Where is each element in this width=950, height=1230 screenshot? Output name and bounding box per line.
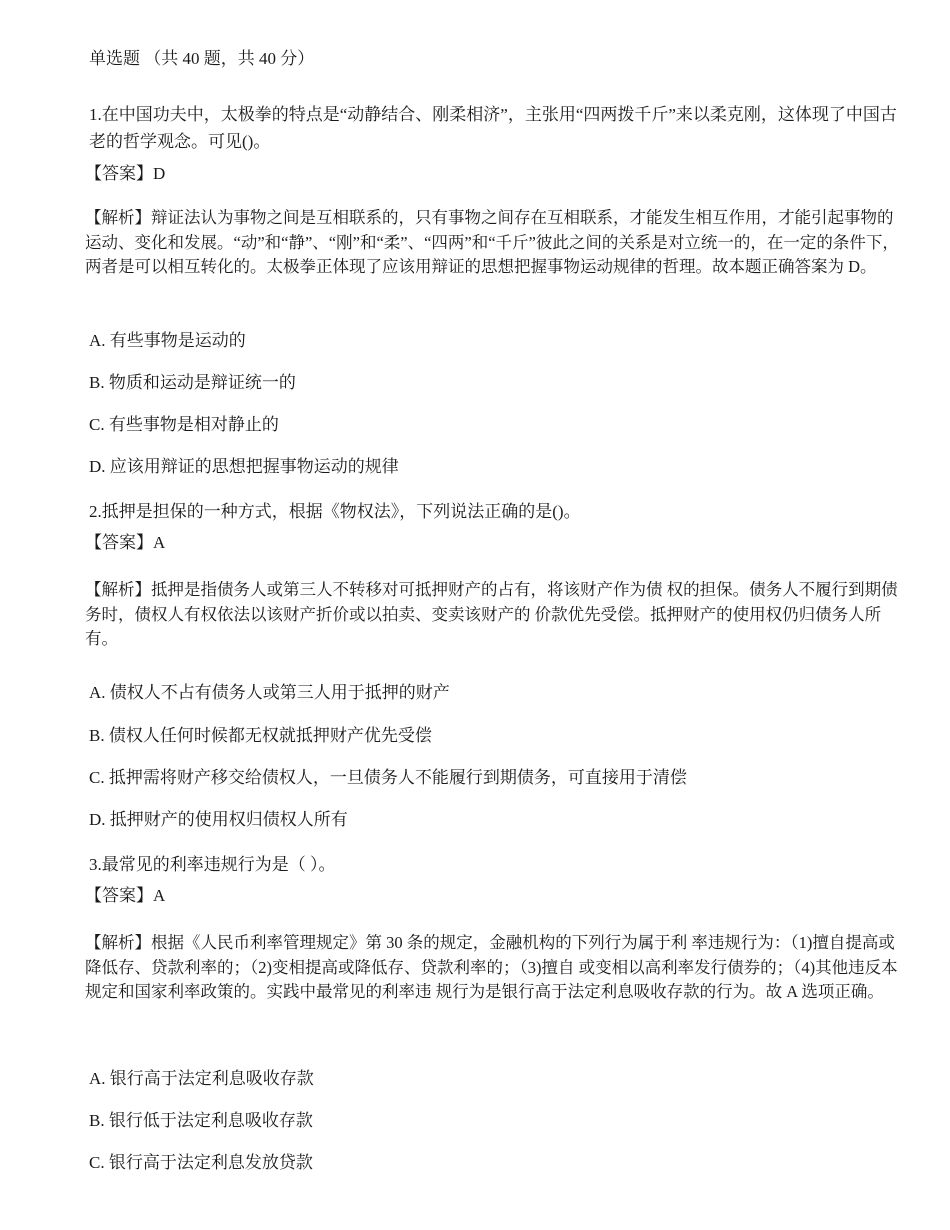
question-3-answer: 【答案】A xyxy=(85,886,166,905)
question-1-option-c: C. 有些事物是相对静止的 xyxy=(89,415,279,434)
question-2-analysis: 【解析】抵押是指债务人或第三人不转移对可抵押财产的占有，将该财产作为债 权的担保。债务人不履行到期债务时，债权人有权依法以该财产折价或以拍卖、变卖该财产的 价款优先受偿。抵押财产的使用权仍归债务人所有。 xyxy=(85,580,898,648)
question-1-option-b: B. 物质和运动是辩证统一的 xyxy=(89,373,296,392)
question-1-analysis: 【解析】辩证法认为事物之间是互相联系的，只有事物之间存在互相联系，才能发生相互作用，才能引起事物的运动、变化和发展。“动”和“静”、“刚”和“柔”、“四两”和“千斤”彼此之间的关系是对立统一的，在一定的条件下，两者是可以相互转化的。太极拳正体现了应该用辩证的思想把握事物运动规律的哲理。故本题正确答案为 D。 xyxy=(85,208,899,276)
question-3-option-a: A. 银行高于法定利息吸收存款 xyxy=(89,1069,314,1088)
question-2-option-a: A. 债权人不占有债务人或第三人用于抵押的财产 xyxy=(89,683,450,702)
question-1-stem: 1.在中国功夫中，太极拳的特点是“动静结合、刚柔相济”，主张用“四两拨千斤”来以柔克刚，这体现了中国古老的哲学观念。可见()。 xyxy=(89,105,897,151)
question-2-option-d: D. 抵押财产的使用权归债权人所有 xyxy=(89,810,348,829)
question-2-option-b: B. 债权人任何时候都无权就抵押财产优先受偿 xyxy=(89,726,432,745)
question-1-option-a: A. 有些事物是运动的 xyxy=(89,331,246,350)
question-2-option-c: C. 抵押需将财产移交给债权人，一旦债务人不能履行到期债务，可直接用于清偿 xyxy=(89,768,687,787)
question-3-analysis: 【解析】根据《人民币利率管理规定》第 30 条的规定，金融机构的下列行为属于利 率违规行为：（1)擅自提高或降低存、贷款利率的；（2)变相提高或降低存、贷款利率的；（3)擅自 或变相以高利率发行债券的；（4)其他违反本规定和国家利率政策的。实践中最常见的利率违 规行为是银行高于法定利息吸收存款的行为。故 A 选项正确。 xyxy=(85,933,898,1001)
question-2-answer: 【答案】A xyxy=(85,533,166,552)
section-title: 单选题 （共 40 题，共 40 分） xyxy=(89,49,315,68)
question-1-option-d: D. 应该用辩证的思想把握事物运动的规律 xyxy=(89,457,399,476)
question-1-answer: 【答案】D xyxy=(85,164,166,183)
question-2-stem: 2.抵押是担保的一种方式，根据《物权法》，下列说法正确的是()。 xyxy=(89,502,581,521)
question-3-option-b: B. 银行低于法定利息吸收存款 xyxy=(89,1111,313,1130)
question-3-stem: 3.最常见的利率违规行为是（ ）。 xyxy=(89,855,336,874)
question-3-option-c: C. 银行高于法定利息发放贷款 xyxy=(89,1153,313,1172)
